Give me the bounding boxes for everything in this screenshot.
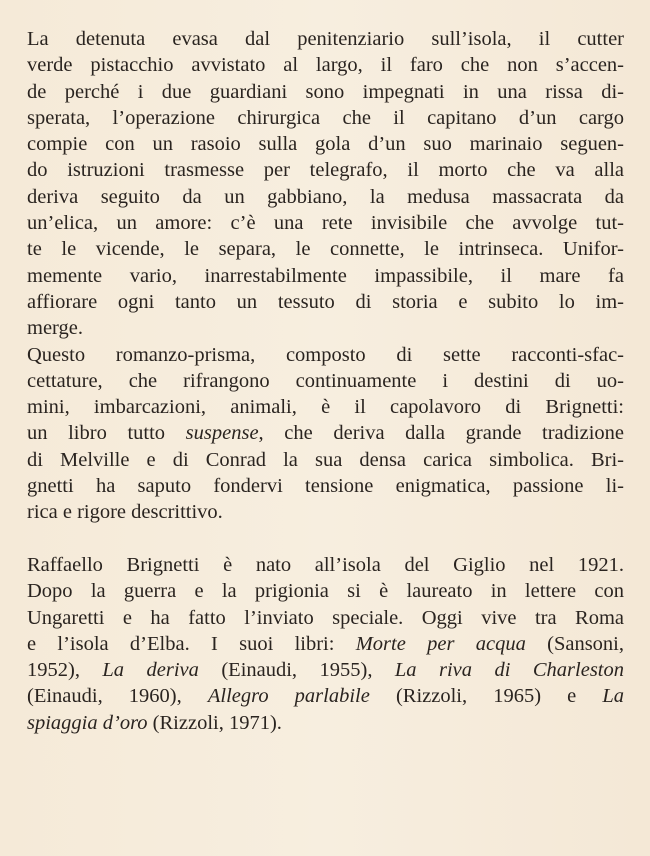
text-run: (Einaudi, 1955),	[198, 659, 395, 682]
author-bio-paragraph	[27, 552, 624, 736]
text-line: do istruzioni trasmesse per telegrafo, il morto che va alla	[27, 159, 624, 182]
book-title: Morte per acqua	[355, 632, 526, 655]
text-run: (Sansoni,	[525, 632, 624, 655]
text-line: Questo romanzo-prisma, composto di sette racconti-sfac-	[27, 343, 624, 366]
back-cover-text	[27, 26, 624, 736]
text-line: La detenuta evasa dal penitenziario sull’isola, il cutter	[27, 28, 624, 50]
text-line: un’elica, un amore: c’è una rete invisibile che avvolge tut-	[27, 212, 624, 235]
book-title: Allegro parlabile	[207, 685, 370, 708]
text-line	[27, 420, 624, 446]
text-line: Raffaello Brignetti è nato all’isola del Giglio nel 1921.	[27, 553, 624, 576]
book-title: La	[602, 685, 624, 708]
text-line: te le vicende, le separa, le connette, le intrinseca. Unifor-	[27, 238, 624, 261]
text-run: 1952),	[27, 659, 103, 682]
text-line: deriva seguito da un gabbiano, la medusa massacrata da	[27, 185, 624, 208]
text-line: Dopo la guerra e la prigionia si è laureato in lettere con	[27, 580, 624, 603]
text-line	[27, 631, 624, 657]
text-run: (Rizzoli, 1965) e	[369, 685, 603, 708]
synopsis-paragraph	[27, 26, 624, 342]
text-run: (Rizzoli, 1971).	[147, 711, 282, 734]
text-line	[27, 683, 624, 709]
text-line: Ungaretti e ha fatto l’inviato speciale. Oggi vive tra Roma	[27, 606, 624, 629]
critique-paragraph	[27, 342, 624, 526]
text-run: e l’isola d’Elba. I suoi libri:	[27, 632, 356, 655]
text-line: gnetti ha saputo fondervi tensione enigmatica, passione li-	[27, 475, 624, 498]
text-line	[27, 657, 624, 683]
text-line: affiorare ogni tanto un tessuto di storia e subito lo im-	[27, 290, 624, 313]
book-title: La riva di Charleston	[394, 659, 624, 682]
text-run: un libro tutto	[27, 422, 186, 445]
text-line: cettature, che rifrangono continuamente i destini di uo-	[27, 369, 624, 392]
text-line: sperata, l’operazione chirurgica che il capitano d’un cargo	[27, 106, 624, 129]
text-line: rica e rigore descrittivo.	[27, 501, 223, 524]
text-line: de perché i due guardiani sono impegnati in una rissa di-	[27, 80, 624, 103]
italic-term: suspense	[185, 422, 259, 445]
book-title: spiaggia d’oro	[27, 711, 148, 734]
text-run: , che deriva dalla grande tradizione	[258, 422, 624, 445]
text-line	[27, 710, 624, 736]
text-line: compie con un rasoio sulla gola d’un suo marinaio seguen-	[27, 133, 624, 156]
text-line: memente vario, inarrestabilmente impassibile, il mare fa	[27, 264, 624, 287]
text-line: mini, imbarcazioni, animali, è il capolavoro di Brignetti:	[27, 396, 624, 419]
paragraph-gap	[27, 526, 624, 552]
text-line: di Melville e di Conrad la sua densa carica simbolica. Bri-	[27, 448, 624, 471]
text-line: merge.	[27, 317, 83, 340]
text-line: verde pistacchio avvistato al largo, il faro che non s’accen-	[27, 54, 624, 77]
text-run: (Einaudi, 1960),	[27, 685, 208, 708]
book-title: La deriva	[102, 659, 199, 682]
